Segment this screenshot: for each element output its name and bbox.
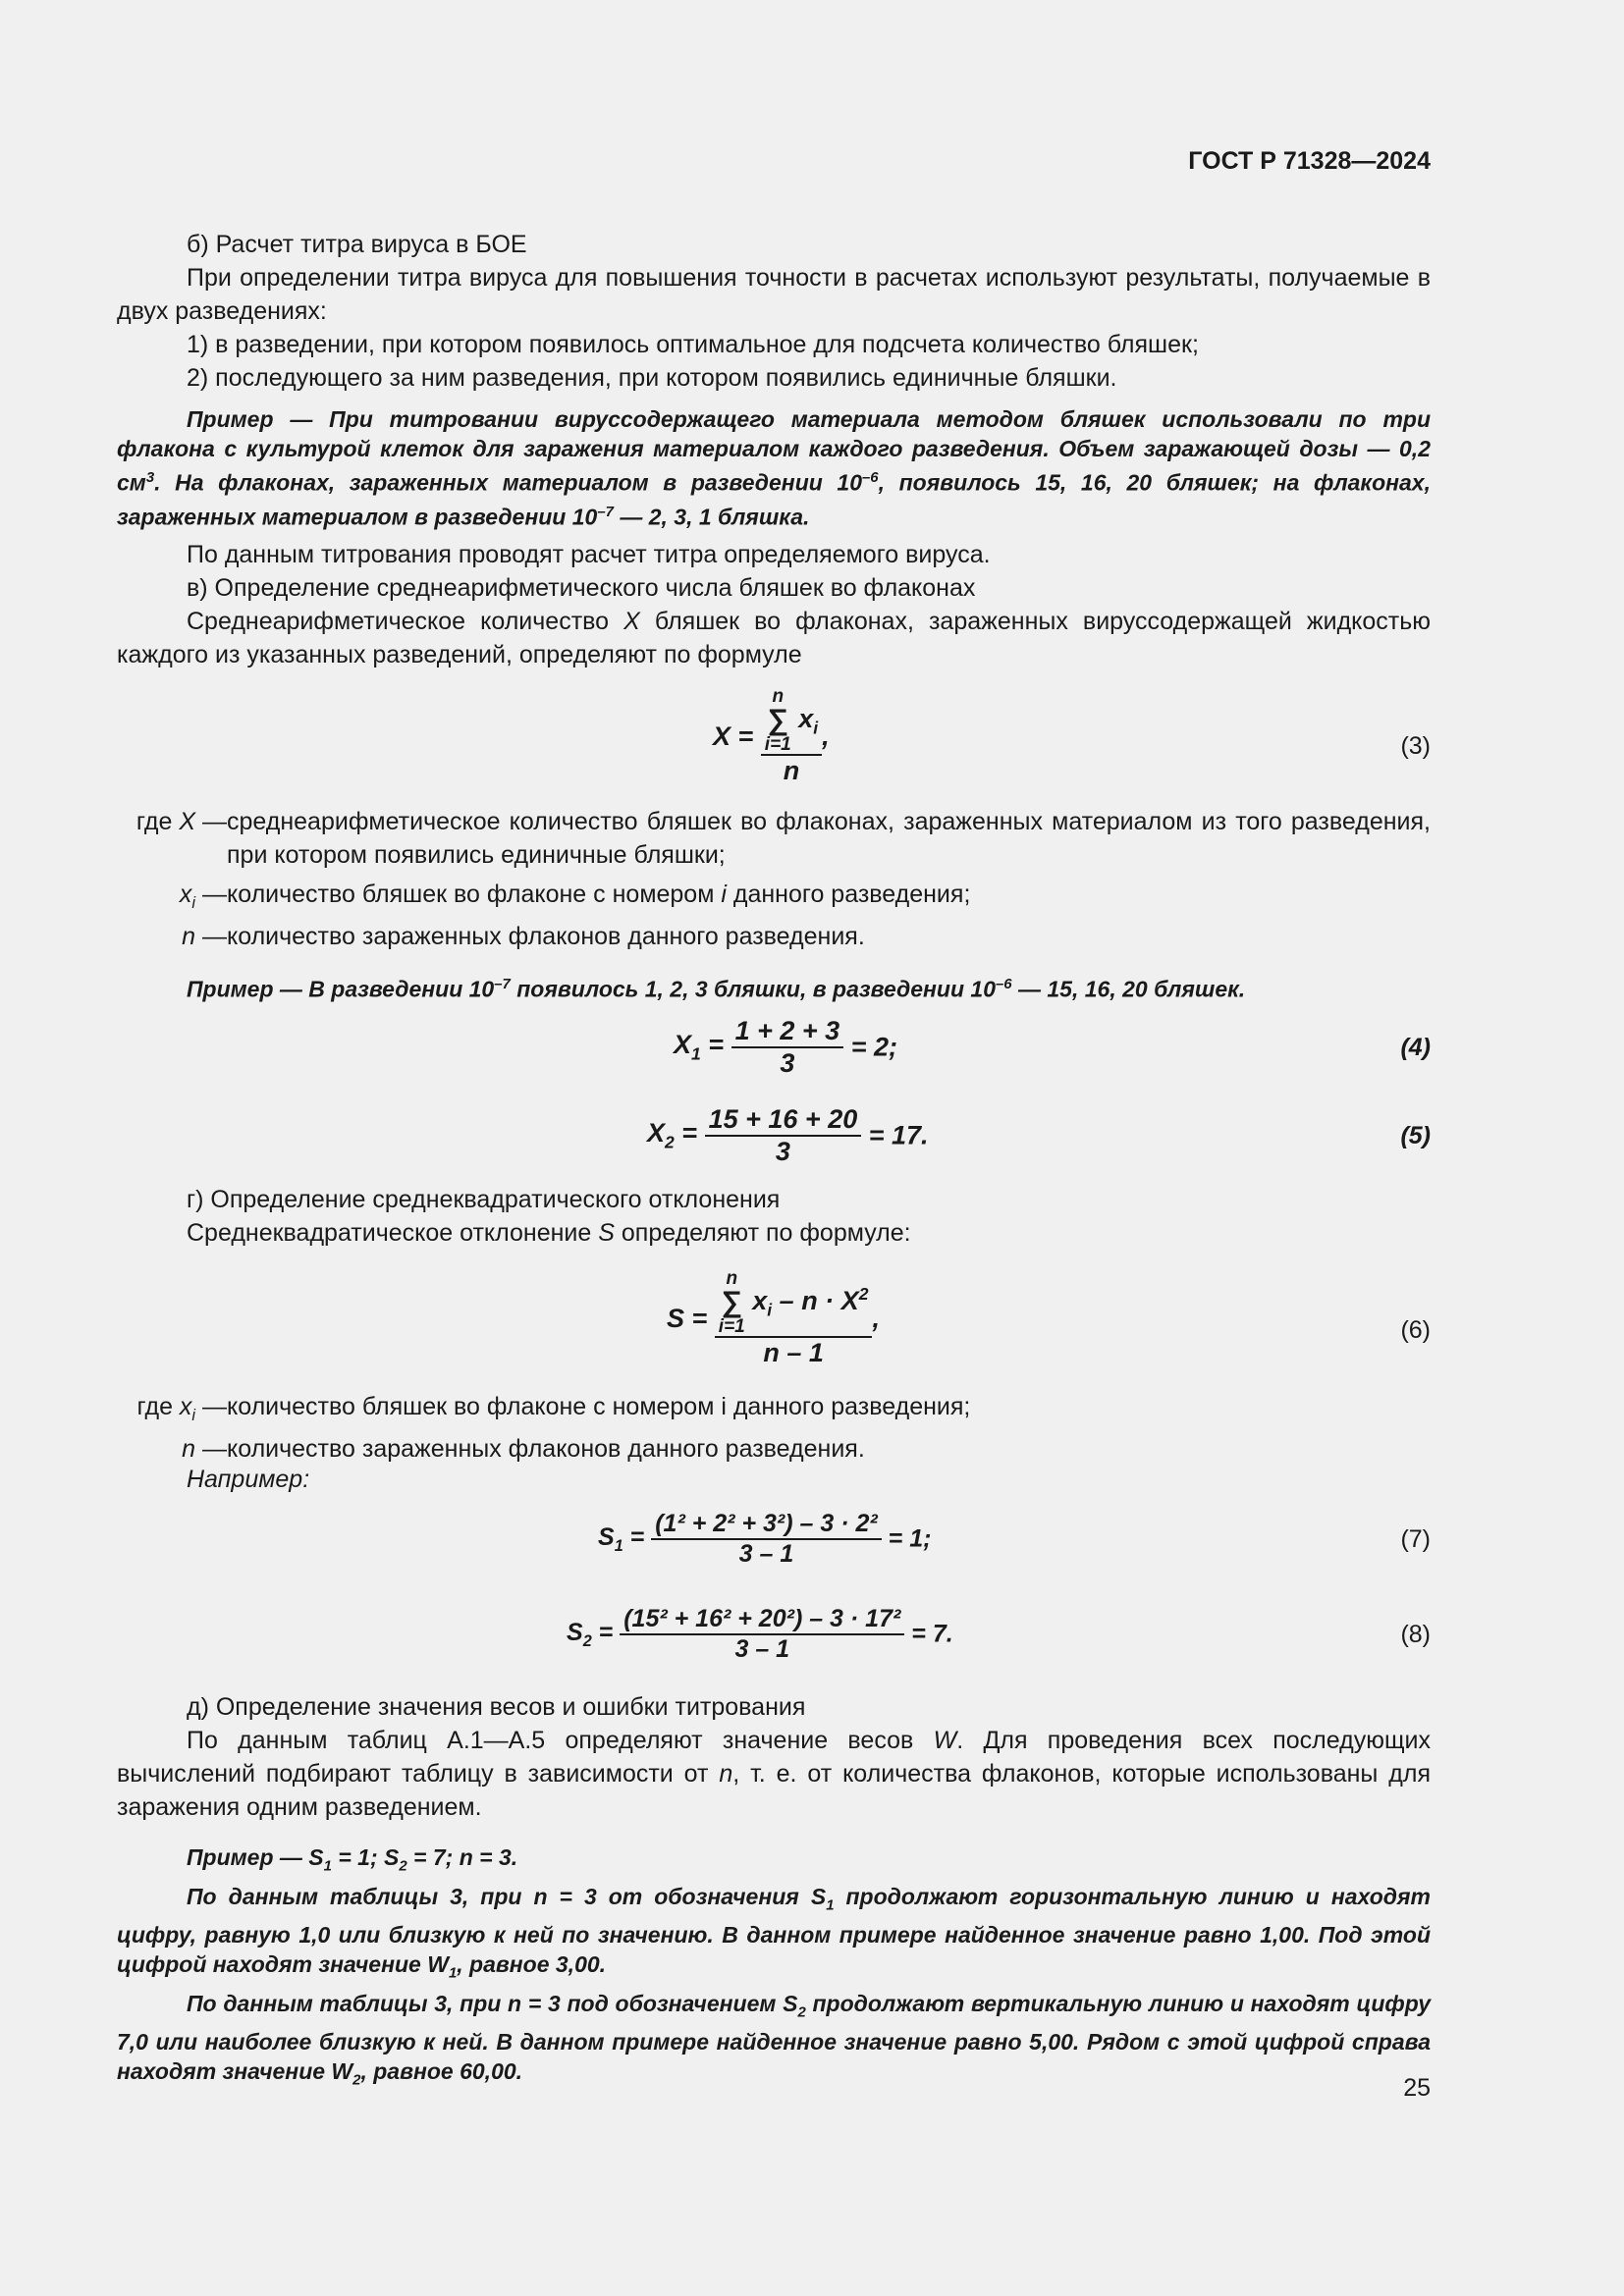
section-g-title: г) Определение среднеквадратического отклонения (187, 1186, 781, 1213)
equation-6-number: (6) (1400, 1316, 1431, 1344)
after-example-1: По данным титрования проводят расчет титра определяемого вируса. (187, 541, 991, 568)
definition-X: среднеарифметическое количество бляшек во флаконах, зараженных материалом из того разведения, при котором появились единичные бляшки; (227, 808, 1431, 869)
equation-8: $S_2$ = $\frac{\text{(15² + 16² + 20²) – 3 · 17²}}{3 - 1}$ = 7. (8) (567, 1605, 1431, 1663)
example-3-paragraph-2: По данным таблицы 3, при n = 3 от обозначения $S_1$ продолжают горизонтальную линию и находят цифру, равную 1,0 или близкую к ней по значению. В данном примере найденное значение равно 1,00. Под этой цифрой находят значение $W_1$, равное 3,00. (117, 1883, 1431, 1982)
section-b-item-1: 1) в разведении, при котором появилось оптимальное для подсчета количество бляшек; (187, 331, 1199, 358)
section-v-title: в) Определение среднеарифметического числа бляшек во флаконах (187, 574, 976, 602)
definition-xi: количество бляшек во флаконе с номером i данного разведения; (227, 881, 971, 908)
equation-5-number: (5) (1400, 1122, 1431, 1149)
section-v-text: Среднеарифметическое количество X бляшек во флаконах, зараженных вируссодержащей жидкостью каждого из указанных разведений, определяют по формуле (117, 608, 1431, 668)
section-b-title: б) Расчет титра вируса в БОЕ (187, 231, 527, 258)
definition-2-n: количество зараженных флаконов данного разведения. (227, 1435, 865, 1463)
section-v (117, 538, 1431, 671)
definition-2-xi: количество бляшек во флаконе с номером i данного разведения; (227, 1393, 971, 1420)
example-1: Пример — При титровании вируссодержащего материала методом бляшек использовали по три флакона с культурой клеток для заражения материалом каждого разведения. Объем заражающей дозы — 0,2 $см^3$. На флаконах, зараженных материалом в разведении $10^{-6}$, появилось 15, 16, 20 бляшек; на флаконах, зараженных материалом в разведении $10^{-7}$ — 2, 3, 1 бляшка. (117, 406, 1431, 530)
section-d-text: По данным таблиц А.1—А.5 определяют значение весов W. Для проведения всех последующих вычислений подбирают таблицу в зависимости от n, т. е. от количества флаконов, которые использованы для заражения одним разведением. (117, 1727, 1431, 1821)
section-g-text: Среднеквадратическое отклонение S определяют по формуле: (187, 1219, 911, 1247)
definitions-2: где $x_i$ — количество бляшек во флаконе с номером i данного разведения; n — количество зараженных флаконов данного разведения. (117, 1390, 1431, 1466)
equation-3-number: (3) (1400, 732, 1431, 760)
section-d (117, 1690, 1431, 1824)
definition-n: количество зараженных флаконов данного разведения. (227, 923, 865, 950)
equation-7: $S_1$ = $\frac{\text{(1² + 2² + 3²) – 3 · 2²}}{3 - 1}$ = 1; (7) (598, 1510, 1431, 1568)
equation-8-number: (8) (1400, 1621, 1431, 1648)
equation-4: $X_1$ = $\frac{1 + 2 + 3}{3}$ = 2; (4) (674, 1016, 1431, 1078)
section-d-title: д) Определение значения весов и ошибки титрования (187, 1693, 806, 1721)
equation-6: S = n ∑ i=1 $x_i - n \cdot X^2$ n – 1 , (6) (667, 1268, 1431, 1367)
document-code: ГОСТ Р 71328—2024 (1188, 147, 1431, 175)
section-b-item-2: 2) последующего за ним разведения, при котором появились единичные бляшки. (187, 364, 1117, 392)
for-example: Например: (187, 1466, 310, 1493)
example-3-line-1: Пример — $S_1 = 1$; $S_2 = 7$; n = 3. (187, 1844, 518, 1875)
example-3-paragraph-3: По данным таблицы 3, при n = 3 под обозначением $S_2$ продолжают вертикальную линию и находят цифру 7,0 или наиболее близкую к ней. В данном примере найденное значение равно 5,00. Рядом с этой цифрой справа находят значение $W_2$, равное 60,00. (117, 1990, 1431, 2089)
section-b-intro: При определении титра вируса для повышения точности в расчетах используют результаты, получаемые в двух разведениях: (117, 264, 1431, 325)
definitions-1: где X — среднеарифметическое количество бляшек во флаконах, зараженных материалом из того разведения, при котором появились единичные бляшки; $x_i$ — количество бляшек во флаконе с номером i данного разведения; n — количество зараженных флаконов данного разведения. (117, 805, 1431, 953)
equation-7-number: (7) (1400, 1525, 1431, 1553)
equation-3: X = n ∑ i=1 $x_i$ n , (3) (713, 686, 1431, 785)
equation-4-number: (4) (1400, 1034, 1431, 1061)
example-3 (117, 1842, 1431, 2096)
section-g (117, 1183, 1431, 1250)
example-2: Пример — В разведении $10^{-7}$ появилось 1, 2, 3 бляшки, в разведении $10^{-6}$ — 15, 16, 20 бляшек. (187, 976, 1246, 1002)
section-b (117, 228, 1431, 395)
page-number: 25 (1403, 2074, 1431, 2102)
equation-5: $X_2$ = $\frac{15 + 16 + 20}{3}$ = 17. (5) (647, 1104, 1431, 1166)
